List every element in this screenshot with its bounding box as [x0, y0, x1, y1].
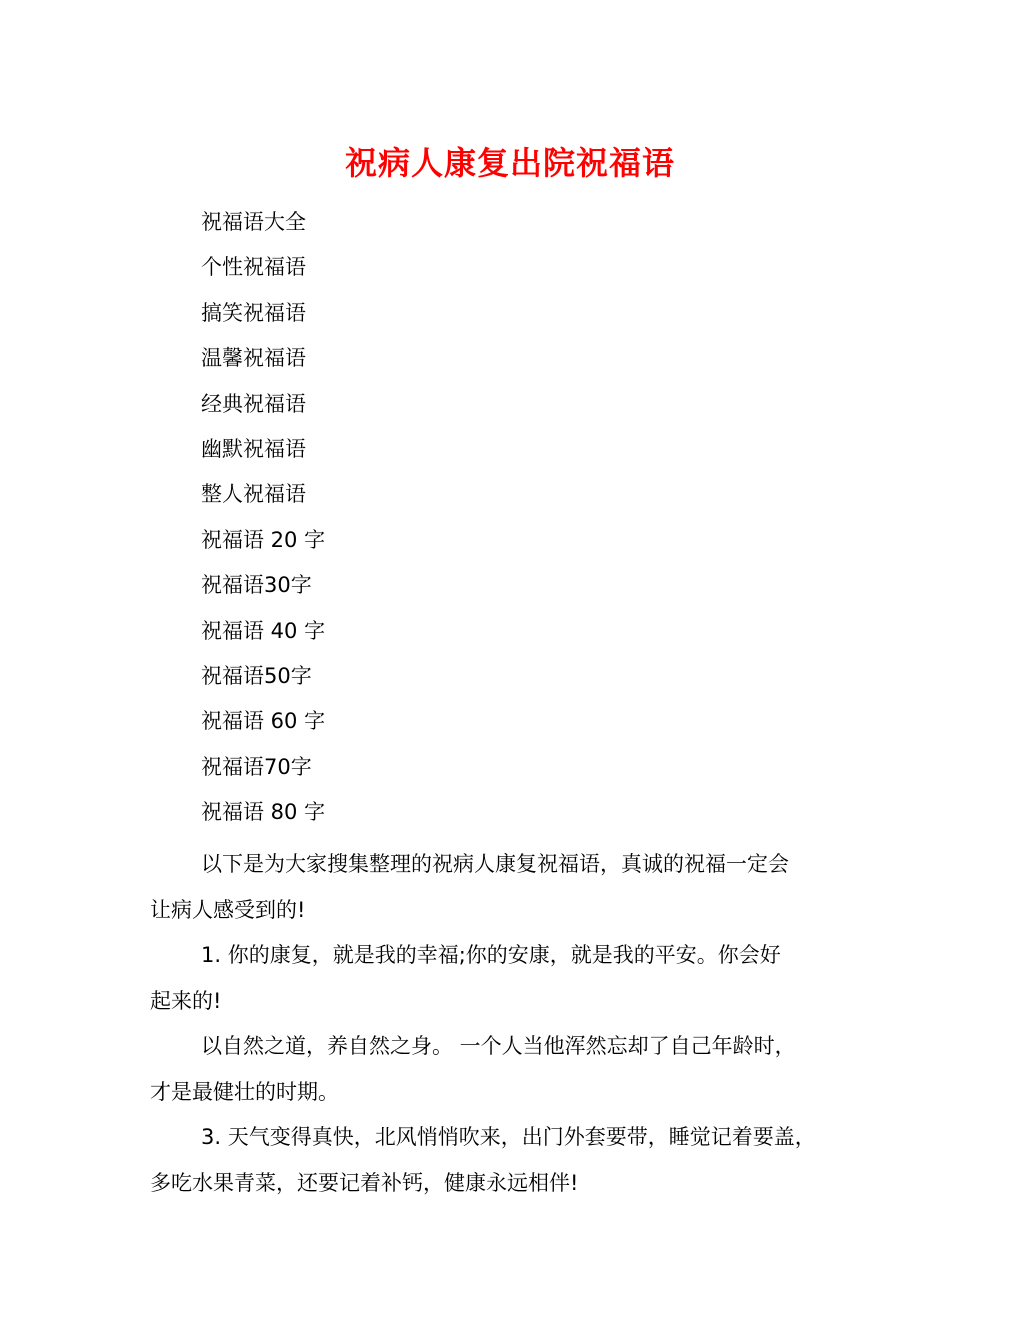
paragraph-line: 以下是为大家搜集整理的祝病人康复祝福语，真诚的祝福一定会	[201, 852, 789, 876]
category-link[interactable]: 祝福语 80 字	[201, 800, 326, 825]
intro-paragraph	[150, 842, 890, 933]
category-link[interactable]: 个性祝福语	[201, 255, 306, 280]
paragraph-line: 3. 天气变得真快，北风悄悄吹来，出门外套要带，睡觉记着要盖，	[201, 1125, 816, 1149]
paragraph-line: 让病人感受到的!	[150, 897, 306, 922]
document-title: 祝病人康复出院祝福语	[344, 144, 675, 183]
paragraph-line: 以自然之道，养自然之身。 一个人当他浑然忘却了自己年龄时，	[201, 1034, 796, 1058]
paragraph-line: 多吃水果青菜，还要记着补钙，健康永远相伴!	[150, 1170, 579, 1195]
category-link[interactable]: 祝福语30字	[201, 573, 312, 598]
wish-paragraph-2	[150, 1024, 890, 1115]
wish-paragraph-1	[150, 933, 890, 1024]
category-link[interactable]: 温馨祝福语	[201, 346, 306, 371]
category-link[interactable]: 祝福语 40 字	[201, 618, 326, 643]
category-link[interactable]: 搞笑祝福语	[201, 300, 306, 325]
category-link[interactable]: 祝福语 20 字	[201, 527, 326, 552]
category-link[interactable]: 整人祝福语	[201, 482, 306, 507]
paragraph-line: 1. 你的康复，就是我的幸福;你的安康，就是我的平安。你会好	[201, 943, 781, 967]
paragraph-line: 起来的!	[150, 988, 222, 1013]
category-link-list	[201, 205, 325, 840]
category-link[interactable]: 祝福语 60 字	[201, 709, 326, 734]
paragraph-line: 才是最健壮的时期。	[150, 1079, 339, 1104]
category-link[interactable]: 祝福语70字	[201, 754, 312, 779]
category-link[interactable]: 经典祝福语	[201, 391, 306, 416]
category-link[interactable]: 祝福语50字	[201, 663, 312, 688]
wish-paragraph-3	[150, 1115, 890, 1206]
category-link[interactable]: 幽默祝福语	[201, 436, 306, 461]
category-link[interactable]: 祝福语大全	[201, 210, 306, 234]
